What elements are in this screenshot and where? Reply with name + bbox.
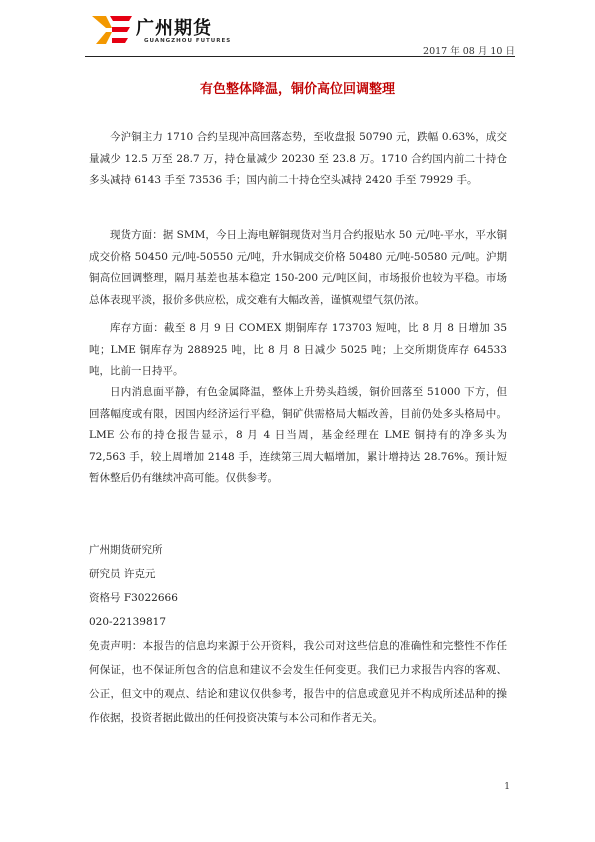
paragraph-market (89, 127, 507, 192)
page-header (0, 0, 595, 60)
phone-number: 020-22139817 (89, 616, 167, 628)
report-date: 2017 年 08 月 10 日 (423, 46, 515, 57)
report-footer (89, 538, 507, 730)
paragraph-inventory (89, 318, 507, 383)
paragraph-text: 今沪铜主力 1710 合约呈现冲高回落态势，至收盘报 50790 元，跌幅 0.63%，成交量减少 12.5 万至 28.7 万，持仓量减少 20230 至 23.8 万。1710 合约国内前二十持仓多头减持 6143 手至 73536 手；国内前二十持仓空头减持 2420 手至 79929 手。 (89, 131, 507, 186)
disclaimer: 免责声明：本报告的信息均来源于公开资料，我公司对这些信息的准确性和完整性不作任何保证，也不保证所包含的信息和建议不会发生任何变更。我们已力求报告内容的客观、公正，但文中的观点、结论和建议仅供参考，报告中的信息或意见并不构成所述品种的操作依据，投资者据此做出的任何投资决策与本公司和作者无关。 (89, 640, 507, 724)
paragraph-text: 库存方面：截至 8 月 9 日 COMEX 期铜库存 173703 短吨，比 8 月 8 日增加 35 吨；LME 铜库存为 288925 吨，比 8 月 8 日减少 5025 吨；上交所期货库存 64533 吨，比前一日持平。 (89, 322, 507, 377)
paragraph-outlook (89, 382, 507, 490)
report-title: 有色整体降温，铜价高位回调整理 (199, 82, 395, 97)
institute-name: 广州期货研究所 (89, 544, 163, 556)
company-logo-icon (92, 14, 132, 46)
header-divider (85, 56, 515, 57)
company-name-en: GUANGZHOU FUTURES (144, 38, 232, 44)
license-number: 资格号 F3022666 (89, 592, 178, 604)
company-name: 广州期货 (136, 18, 212, 39)
paragraph-text: 现货方面：据 SMM，今日上海电解铜现货对当月合约报贴水 50 元/吨-平水，平水铜成交价格 50450 元/吨-50550 元/吨，升水铜成交价格 50480 元/吨-50580 元/吨。沪期铜高位回调整理，隔月基差也基本稳定 150-200 元/吨区间，市场报价也较为平稳。市场总体表现平淡，报价多供应松，成交难有大幅改善，谨慎观望气氛仍浓。 (89, 229, 507, 306)
page-number: 1 (504, 782, 510, 792)
paragraph-spot (89, 225, 507, 311)
researcher-name: 研究员 许克元 (89, 568, 156, 580)
paragraph-text: 日内消息面平静，有色金属降温，整体上升势头趋缓，铜价回落至 51000 下方，但回落幅度或有限，因国内经济运行平稳，铜矿供需格局大幅改善，目前仍处多头格局中。LME 公布的持仓报告显示，8 月 4 日当周，基金经理在 LME 铜持有的净多头为 72,563 手，较上周增加 2148 手，连续第三周大幅增加，累计增持达 28.76%。预计短暂休整后仍有继续冲高可能。仅供参考。 (89, 386, 507, 484)
